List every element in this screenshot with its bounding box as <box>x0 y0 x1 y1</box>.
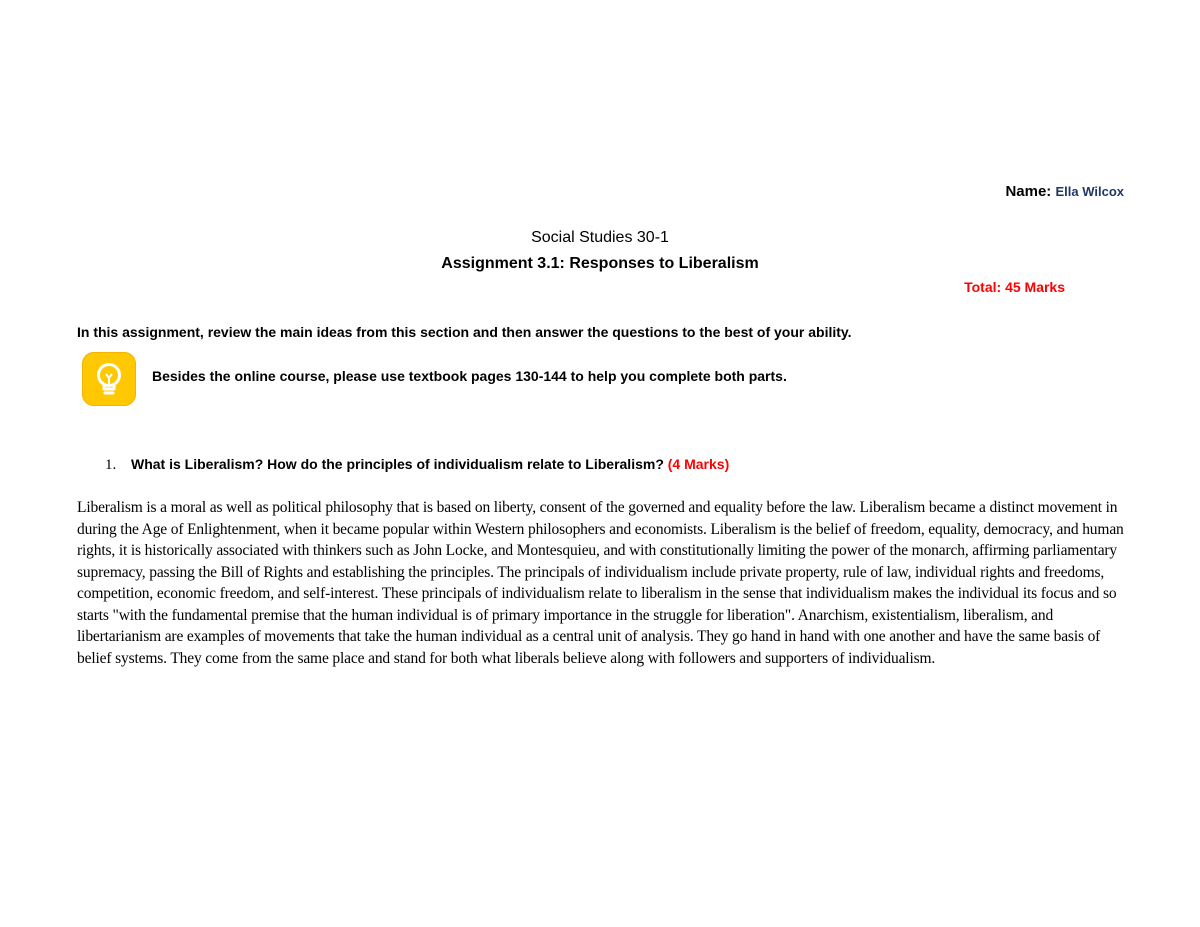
lightbulb-icon <box>82 352 136 406</box>
question-1 <box>105 456 729 474</box>
assignment-title: Assignment 3.1: Responses to Liberalism <box>441 255 759 272</box>
total-marks: Total: 45 Marks <box>964 279 1065 295</box>
student-name: Ella Wilcox <box>1055 184 1124 199</box>
assignment-instructions: In this assignment, review the main ideas from this section and then answer the questions to the best of your ability. <box>77 324 852 340</box>
question-text: What is Liberalism? How do the principles of individualism relate to Liberalism? <box>131 456 664 472</box>
tip-text: Besides the online course, please use textbook pages 130-144 to help you complete both parts. <box>152 368 787 384</box>
question-number: 1. <box>105 457 117 473</box>
student-name-line <box>1005 183 1124 200</box>
name-label: Name: <box>1005 183 1052 200</box>
course-title: Social Studies 30-1 <box>531 229 669 246</box>
answer-1-text: Liberalism is a moral as well as political philosophy that is based on liberty, consent of the governed and equality before the law. Liberalism became a distinct movement in during the Age of Enlightenment, when it became popular within Western philosophers and economists. Liberalism is the belief of freedom, equality, democracy, and human rights, it is historically associated with thinkers such as John Locke, and Montesquieu, and with constitutionally limiting the power of the monarch, affirming parliamentary supremacy, passing the Bill of Rights and establishing the principles. The principals of individualism include private property, rule of law, individual rights and freedoms, competition, economic freedom, and self-interest. These principals of individualism relate to liberalism in the sense that individualism makes the individual its focus and so starts "with the fundamental premise that the human individual is of primary importance in the struggle for liberation". Anarchism, existentialism, liberalism, and libertarianism are examples of movements that take the human individual as a central unit of analysis. They go hand in hand with one another and have the same basis of belief systems. They come from the same place and stand for both what liberals believe along with followers and supporters of individualism. <box>77 499 1124 667</box>
question-marks: (4 Marks) <box>667 456 730 472</box>
